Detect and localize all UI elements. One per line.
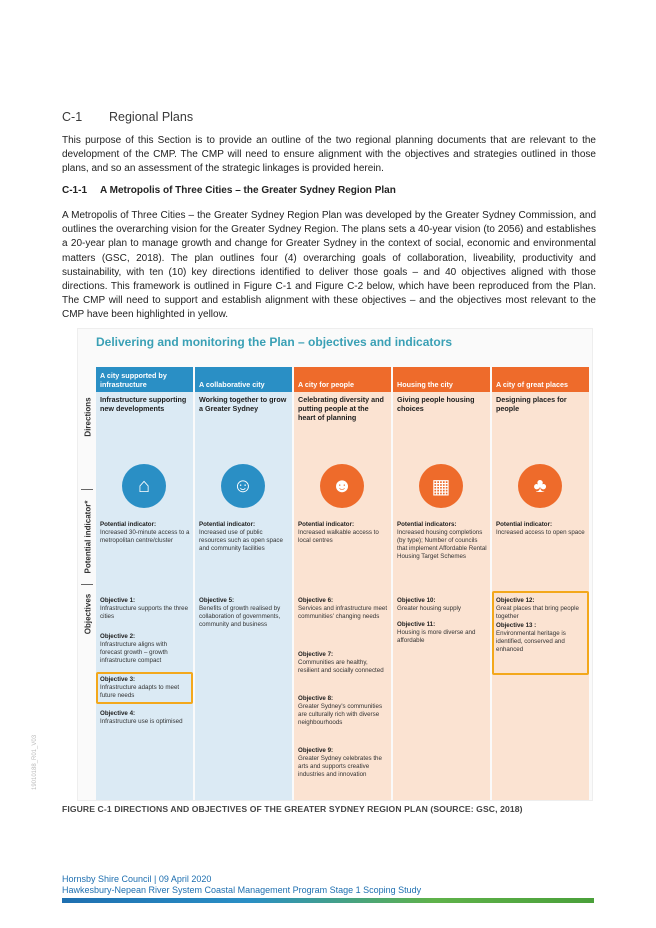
infrastructure-icon: ⌂: [122, 464, 166, 508]
great-places-icon: ♣: [518, 464, 562, 508]
objective-10: Objective 10: Greater housing supply: [397, 597, 461, 612]
direction-text: Celebrating diversity and putting people at the heart of planning: [298, 395, 384, 422]
column-body: [294, 392, 391, 800]
objective-7: Objective 7: Communities are healthy, resilient and socially connected: [298, 651, 384, 674]
section-intro: This purpose of this Section is to provide an outline of the two regional planning documents that are relevant to the development of the CMP. The CMP will need to ensure alignment with the objectives and strategies outlined in those plans, and so an assessment of the strategic linkages is provided herein.: [62, 135, 596, 175]
objective-13: Objective 13 : Environmental heritage is identified, conserved and enhanced: [496, 622, 566, 653]
highlight-box: [96, 672, 193, 704]
objective-4: Objective 4: Infrastructure use is optimised: [100, 710, 183, 725]
subsection-title: A Metropolis of Three Cities – the Greater Sydney Region Plan: [100, 185, 396, 196]
objective-3: Objective 3: Infrastructure adapts to meet future needs: [100, 676, 180, 699]
column-housing: [393, 367, 490, 800]
column-body: [96, 392, 193, 800]
direction-text: Infrastructure supporting new developments: [100, 395, 187, 413]
footer-project-title: Hawkesbury-Nepean River System Coastal Management Program Stage 1 Scoping Study: [62, 885, 422, 895]
side-divider: [81, 489, 93, 490]
column-infrastructure: [96, 367, 193, 800]
subsection-body: A Metropolis of Three Cities – the Greater Sydney Region Plan was developed by the Greater Sydney Commission, and outlines the overarching vision for the Greater Sydney Region. The plans sets a 40-year vision (to 2056) and establishes a 20-year plan to manage growth and change for Greater Sydney in the context of social, economic and environmental matters (GSC, 2018). The plan outlines four (4) overarching goals of collaboration, liveability, productivity and sustainability, with ten (10) key directions identified to deliver those goals – and 40 objectives aligned with those directions. This framework is outlined in Figure C-1 and Figure C-2 below, which have been reproduced from the Plan. The CMP will need to support and establish alignment with these objectives – and the objectives most relevant to the CMP have been highlighted in yellow.: [62, 210, 596, 321]
subsection-number: C-1-1: [62, 185, 88, 196]
collaboration-icon: ☺: [221, 464, 265, 508]
side-label-indicator: Potential indicator*: [83, 500, 93, 574]
column-header: A city for people: [294, 367, 391, 392]
footer-bar: [62, 898, 594, 903]
column-body: [195, 392, 292, 800]
objective-11: Objective 11: Housing is more diverse and affordable: [397, 621, 476, 644]
objective-5: Objective 5: Benefits of growth realised by collaboration of governments, community and business: [199, 597, 281, 628]
objective-8: Objective 8: Greater Sydney's communities are culturally rich with diverse neighbourhoods: [298, 695, 383, 726]
objective-12: Objective 12: Great places that bring people together: [496, 597, 579, 620]
document-reference: 19010188_R01_V03: [32, 734, 38, 790]
figure-caption: FIGURE C-1 DIRECTIONS AND OBJECTIVES OF THE GREATER SYDNEY REGION PLAN (SOURCE: GSC, 2018): [62, 804, 523, 814]
subsection-heading: [62, 185, 396, 196]
column-people: [294, 367, 391, 800]
column-body: [393, 392, 490, 800]
section-number: C-1: [62, 110, 83, 124]
housing-icon: ▦: [419, 464, 463, 508]
potential-indicator: Potential indicator: Increased walkable access to local centres: [298, 521, 379, 544]
highlight-box: [492, 591, 589, 675]
side-label-directions: Directions: [83, 396, 93, 437]
potential-indicator: Potential indicators: Increased housing completions (by type); Number of councils that implement Affordable Rental Housing Target Schemes: [397, 521, 487, 560]
potential-indicator: Potential indicator: Increased 30-minute access to a metropolitan centre/cluster: [100, 521, 190, 544]
potential-indicator: Potential indicator: Increased access to open space: [496, 521, 585, 536]
objectives-figure: [77, 328, 593, 801]
objective-9: Objective 9: Greater Sydney celebrates the arts and supports creative industries and innovation: [298, 747, 382, 778]
column-header: A collaborative city: [195, 367, 292, 392]
section-heading: [62, 110, 193, 124]
direction-text: Working together to grow a Greater Sydney: [199, 395, 287, 413]
people-icon: ☻: [320, 464, 364, 508]
column-body: [492, 392, 589, 800]
column-header: A city of great places: [492, 367, 589, 392]
direction-text: Giving people housing choices: [397, 395, 475, 413]
column-header: Housing the city: [393, 367, 490, 392]
section-title: Regional Plans: [109, 110, 194, 124]
side-divider: [81, 584, 93, 585]
direction-text: Designing places for people: [496, 395, 567, 413]
objective-2: Objective 2: Infrastructure aligns with forecast growth – growth infrastructure compact: [100, 633, 168, 664]
potential-indicator: Potential indicator: Increased use of public resources such as open space and community facilities: [199, 521, 283, 552]
column-header: A city supported by infrastructure: [96, 367, 193, 392]
objective-1: Objective 1: Infrastructure supports the three cities: [100, 597, 189, 620]
footer-council-date: Hornsby Shire Council | 09 April 2020: [62, 874, 212, 884]
side-label-objectives: Objectives: [83, 593, 93, 635]
figure-title: Delivering and monitoring the Plan – objectives and indicators: [96, 335, 453, 349]
column-great-places: [492, 367, 589, 800]
column-collaborative: [195, 367, 292, 800]
objective-6: Objective 6: Services and infrastructure meet communities' changing needs: [298, 597, 388, 620]
